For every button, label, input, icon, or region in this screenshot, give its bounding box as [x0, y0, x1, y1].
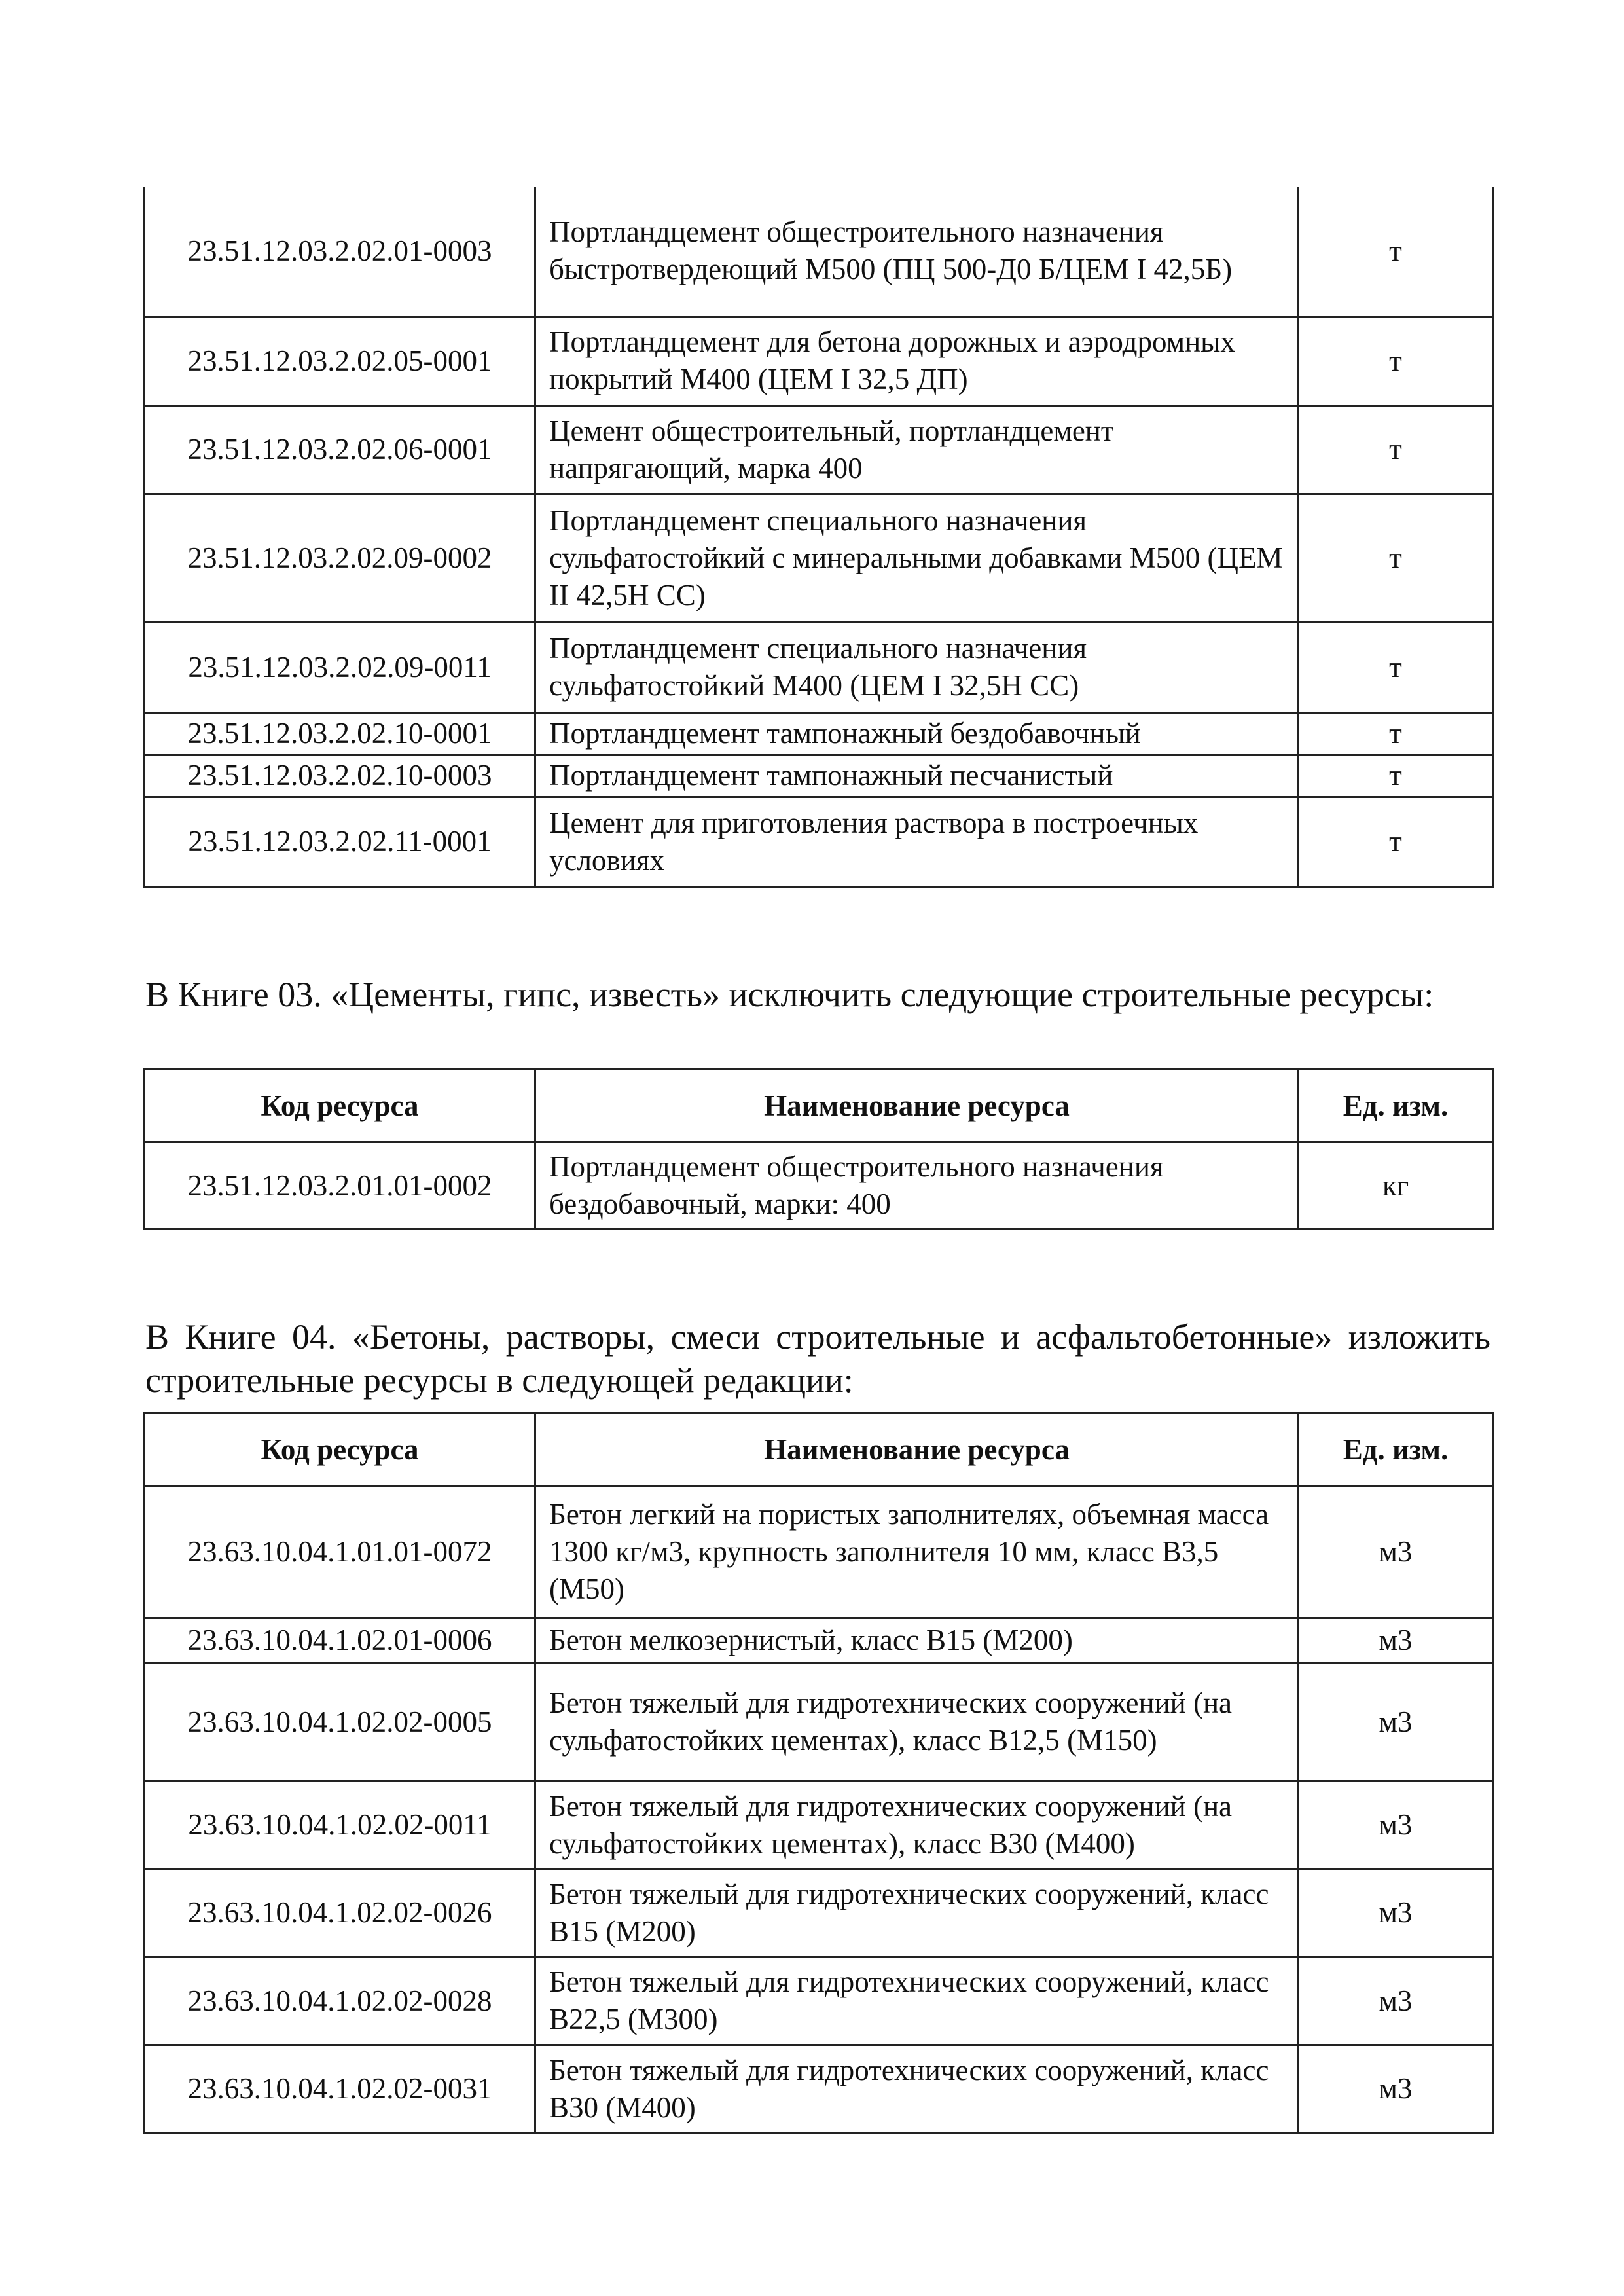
resource-unit: т [1299, 712, 1493, 754]
resource-code: 23.51.12.03.2.02.10-0003 [145, 754, 535, 797]
header-code: Код ресурса [145, 1070, 535, 1142]
resource-code: 23.51.12.03.2.02.06-0001 [145, 405, 535, 494]
excluded-resources-table [143, 1068, 1494, 1230]
resource-unit: т [1299, 316, 1493, 405]
resource-unit: т [1299, 494, 1493, 622]
table-row [145, 2045, 1493, 2133]
table-header-row [145, 1413, 1493, 1486]
resource-unit: м3 [1299, 1781, 1493, 1869]
resource-code: 23.51.12.03.2.02.09-0002 [145, 494, 535, 622]
table-header-row [145, 1070, 1493, 1142]
resource-unit: м3 [1299, 1869, 1493, 1957]
resource-code: 23.51.12.03.2.02.10-0001 [145, 712, 535, 754]
table-row [145, 754, 1493, 797]
resource-unit: т [1299, 797, 1493, 886]
resource-code: 23.63.10.04.1.02.02-0031 [145, 2045, 535, 2133]
resource-name: Портландцемент тампонажный песчанистый [535, 754, 1299, 797]
resource-code: 23.51.12.03.2.02.01-0003 [145, 187, 535, 316]
resource-name: Цемент для приготовления раствора в построечных условиях [535, 797, 1299, 886]
table-row [145, 1618, 1493, 1663]
resource-code: 23.63.10.04.1.02.02-0011 [145, 1781, 535, 1869]
table-row [145, 187, 1493, 316]
header-name: Наименование ресурса [535, 1070, 1299, 1142]
table-row [145, 494, 1493, 622]
resource-unit: т [1299, 405, 1493, 494]
table-row [145, 1486, 1493, 1618]
resource-name: Бетон тяжелый для гидротехнических сооружений, класс В30 (М400) [535, 2045, 1299, 2133]
resource-name: Бетон тяжелый для гидротехнических сооружений, класс В15 (М200) [535, 1869, 1299, 1957]
resource-code: 23.63.10.04.1.02.01-0006 [145, 1618, 535, 1663]
header-unit: Ед. изм. [1299, 1070, 1493, 1142]
header-unit: Ед. изм. [1299, 1413, 1493, 1486]
resource-code: 23.51.12.03.2.02.11-0001 [145, 797, 535, 886]
resource-unit: м3 [1299, 1486, 1493, 1618]
table-row [145, 797, 1493, 886]
resource-code: 23.63.10.04.1.02.02-0005 [145, 1663, 535, 1781]
header-code: Код ресурса [145, 1413, 535, 1486]
resource-name: Бетон тяжелый для гидротехнических сооружений (на сульфатостойких цементах), класс В30 (М400) [535, 1781, 1299, 1869]
table-row [145, 712, 1493, 754]
resource-name: Портландцемент общестроительного назначения быстротвердеющий М500 (ПЦ 500-Д0 Б/ЦЕМ I 42,5Б) [535, 187, 1299, 316]
instruction-paragraph-book-04: В Книге 04. «Бетоны, растворы, смеси строительные и асфальтобетонные» изложить строительные ресурсы в следующей редакции: [145, 1317, 1490, 1400]
table-row [145, 405, 1493, 494]
table-row [145, 316, 1493, 405]
resource-code: 23.63.10.04.1.02.02-0026 [145, 1869, 535, 1957]
table-row [145, 1869, 1493, 1957]
concrete-resources-table [143, 1412, 1494, 2134]
resource-name: Бетон тяжелый для гидротехнических сооружений, класс В22,5 (М300) [535, 1957, 1299, 2045]
resource-name: Портландцемент общестроительного назначения бездобавочный, марки: 400 [535, 1142, 1299, 1230]
resource-code: 23.63.10.04.1.01.01-0072 [145, 1486, 535, 1618]
resource-name: Бетон легкий на пористых заполнителях, объемная масса 1300 кг/м3, крупность заполнителя 10 мм, класс В3,5 (М50) [535, 1486, 1299, 1618]
resource-unit: т [1299, 187, 1493, 316]
resource-code: 23.51.12.03.2.02.09-0011 [145, 622, 535, 712]
resource-unit: м3 [1299, 1663, 1493, 1781]
cement-resources-table [143, 187, 1494, 888]
resource-code: 23.51.12.03.2.02.05-0001 [145, 316, 535, 405]
resource-name: Портландцемент для бетона дорожных и аэродромных покрытий М400 (ЦЕМ I 32,5 ДП) [535, 316, 1299, 405]
resource-unit: т [1299, 622, 1493, 712]
instruction-paragraph-book-03: В Книге 03. «Цементы, гипс, известь» исключить следующие строительные ресурсы: [145, 975, 1434, 1014]
resource-code: 23.51.12.03.2.01.01-0002 [145, 1142, 535, 1230]
resource-unit: т [1299, 754, 1493, 797]
resource-unit: м3 [1299, 1618, 1493, 1663]
table-row [145, 1957, 1493, 2045]
resource-code: 23.63.10.04.1.02.02-0028 [145, 1957, 535, 2045]
resource-name: Портландцемент специального назначения сульфатостойкий с минеральными добавками М500 (ЦЕМ II 42,5Н СС) [535, 494, 1299, 622]
resource-name: Бетон мелкозернистый, класс В15 (М200) [535, 1618, 1299, 1663]
resource-name: Портландцемент специального назначения сульфатостойкий М400 (ЦЕМ I 32,5Н СС) [535, 622, 1299, 712]
resource-name: Цемент общестроительный, портландцемент напрягающий, марка 400 [535, 405, 1299, 494]
table-row [145, 1781, 1493, 1869]
table-row [145, 1142, 1493, 1230]
resource-unit: кг [1299, 1142, 1493, 1230]
header-name: Наименование ресурса [535, 1413, 1299, 1486]
table-row [145, 1663, 1493, 1781]
resource-unit: м3 [1299, 2045, 1493, 2133]
table-row [145, 622, 1493, 712]
resource-name: Бетон тяжелый для гидротехнических сооружений (на сульфатостойких цементах), класс В12,5 (М150) [535, 1663, 1299, 1781]
resource-name: Портландцемент тампонажный бездобавочный [535, 712, 1299, 754]
resource-unit: м3 [1299, 1957, 1493, 2045]
